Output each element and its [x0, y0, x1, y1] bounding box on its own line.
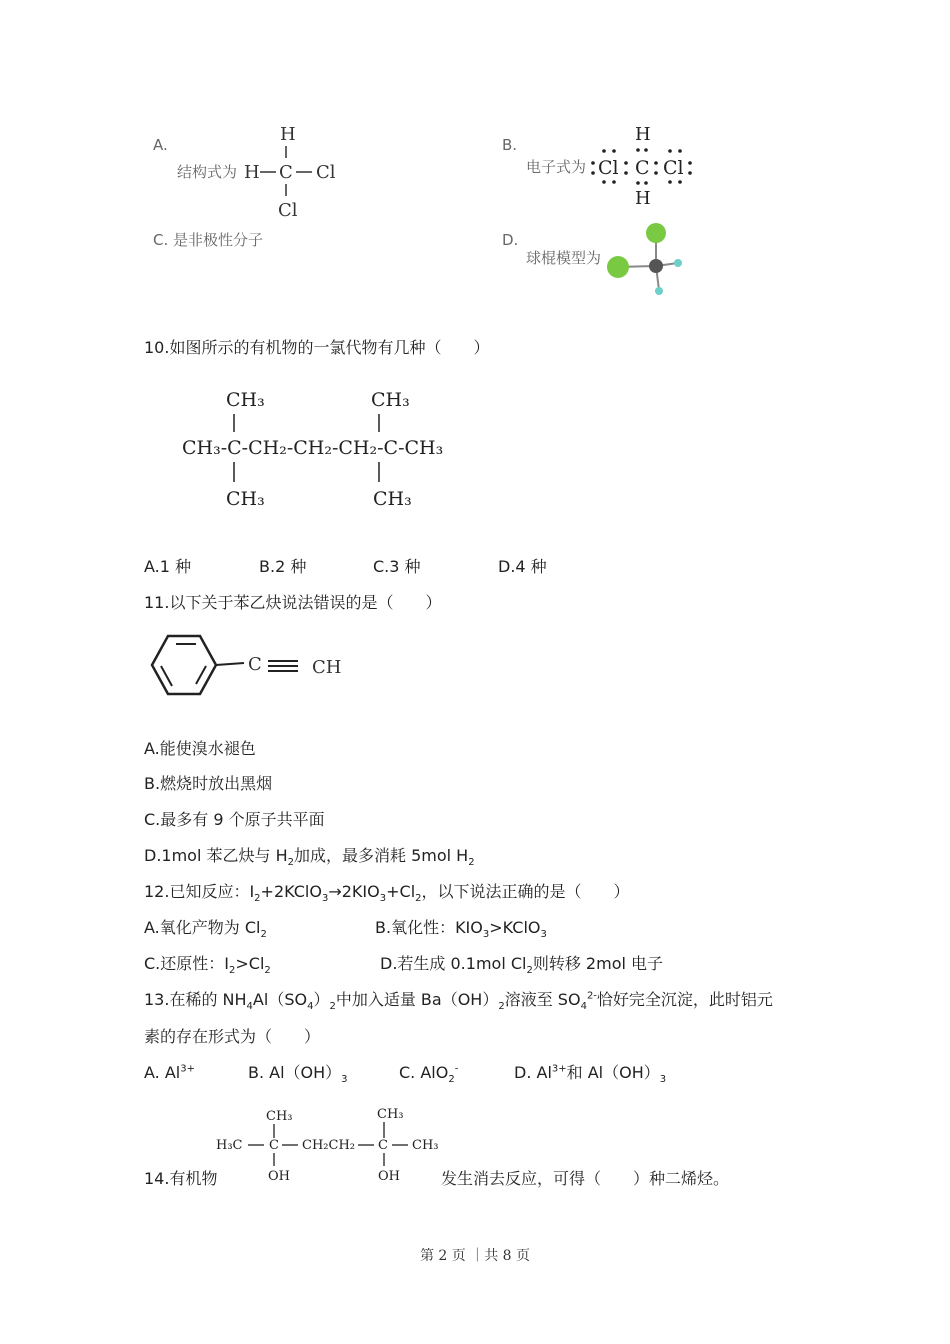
q14-h3c: H₃C: [216, 1138, 243, 1153]
q14-structural-formula: [212, 1100, 442, 1192]
atom-cl-right: Cl: [663, 157, 684, 179]
q13-option-d: D. $Al^{3+}$和 $Al(OH)_3$: [514, 1063, 667, 1086]
q10-option-b: B.2 种: [259, 557, 307, 576]
q10-top-right-ch3: CH₃: [371, 389, 410, 411]
q9-option-b-letter: B.: [502, 136, 518, 154]
page-footer: 第 2 页 ｜共 8 页: [419, 1248, 531, 1264]
q10-top-left-ch3: CH₃: [226, 389, 265, 411]
q10-structural-formula: [176, 380, 446, 520]
q11-option-c: C.最多有 9 个原子共平面: [144, 810, 325, 829]
chlorine-ball-left: [607, 256, 629, 278]
atom-cl-right: Cl: [316, 162, 336, 183]
q9-structural-formula: [240, 120, 350, 220]
q10-option-a: A.1 种: [144, 557, 192, 576]
atom-h-top: H: [280, 124, 296, 145]
q13-option-a: A. $Al^{3+}$: [144, 1063, 195, 1082]
q14-carbon-left: C: [269, 1138, 279, 1153]
q10-bottom-left-ch3: CH₃: [226, 488, 265, 510]
q13-option-c: C. AlO$_2$-: [399, 1063, 459, 1086]
q14-ch2ch2: CH₂CH₂: [302, 1138, 355, 1153]
q11-atom-c: C: [248, 654, 262, 675]
q12-option-c: C.还原性：$I_2>Cl_2$: [144, 954, 271, 977]
hydrogen-ball-bottom: [655, 287, 663, 295]
carbon-ball: [649, 259, 663, 273]
q9-option-a-prefix: 结构式为: [177, 163, 238, 181]
atom-h-top: H: [635, 124, 651, 145]
q9-option-b-prefix: 电子式为: [526, 158, 587, 176]
q14-top-left-ch3: CH₃: [266, 1109, 293, 1124]
q14-oh-right: OH: [378, 1169, 400, 1184]
atom-cl-left: Cl: [598, 157, 619, 179]
atom-cl-bottom: Cl: [278, 200, 298, 220]
q9-ball-stick-model: [598, 218, 693, 303]
q9-option-d-prefix: 球棍模型为: [526, 249, 602, 267]
q9-option-c-text: 是非极性分子: [173, 231, 264, 249]
atom-c-center: C: [635, 157, 650, 179]
q10-option-c: C.3 种: [373, 557, 421, 576]
q14-right-ch3: CH₃: [412, 1138, 439, 1153]
q13-stem-line2: 素的存在形式为（ ）: [144, 1027, 321, 1046]
atom-c-center: C: [279, 162, 293, 183]
q10-main-chain: CH₃-C-CH₂-CH₂-CH₂-C-CH₃: [182, 437, 444, 459]
q12-option-d: D.若生成 0.1mol $Cl_2$则转移 2mol 电子: [380, 954, 664, 977]
q9-option-c: [153, 230, 263, 250]
q11-stem: 11.以下关于苯乙炔说法错误的是（ ）: [144, 593, 442, 612]
q9-electron-formula: [590, 120, 700, 210]
q10-bottom-right-ch3: CH₃: [373, 488, 412, 510]
q10-option-d: D.4 种: [498, 557, 547, 576]
atom-h-bottom: H: [635, 188, 651, 209]
q11-atom-ch: CH: [312, 657, 342, 678]
q14-top-right-ch3: CH₃: [377, 1107, 404, 1122]
q14-oh-left: OH: [268, 1169, 290, 1184]
atom-h-left: H: [244, 162, 260, 183]
q9-option-d-letter: D.: [502, 231, 519, 249]
q13-stem-line1: 13.在稀的 $NH_4Al(SO_4)_2$中加入适量 $Ba(OH)_2$溶液至 $SO_4^{2-}$恰好完全沉淀，此时铝元: [144, 990, 773, 1013]
q10-stem: 10.如图所示的有机物的一氯代物有几种（ ）: [144, 338, 490, 357]
q14-carbon-right: C: [378, 1138, 388, 1153]
q9-option-c-letter: C.: [153, 231, 169, 249]
q11-option-a: A.能使溴水褪色: [144, 739, 256, 758]
chlorine-ball-top: [646, 223, 666, 243]
q11-phenylacetylene-formula: [148, 630, 358, 702]
q13-option-b: B. $Al(OH)_3$: [248, 1063, 348, 1086]
q11-option-d: D.1mol 苯乙炔与 $H_2$加成，最多消耗 5mol $H_2$: [144, 846, 475, 869]
q11-option-b: B.燃烧时放出黑烟: [144, 774, 273, 793]
q14-stem-post: 发生消去反应，可得（ ）种二烯烃。: [441, 1169, 730, 1188]
hydrogen-ball-right: [674, 259, 682, 267]
q14-stem-pre: 14.有机物: [144, 1169, 218, 1188]
q12-option-a: A.氧化产物为 $Cl_2$: [144, 918, 267, 941]
q12-option-b: B.氧化性：$KIO_3>KClO_3$: [375, 918, 547, 941]
q9-option-a-letter: A.: [153, 136, 168, 154]
q12-stem: 12.已知反应：$I_2+2KClO_3\to 2KIO_3+Cl_2$，以下说法正确的是（ ）: [144, 882, 630, 905]
